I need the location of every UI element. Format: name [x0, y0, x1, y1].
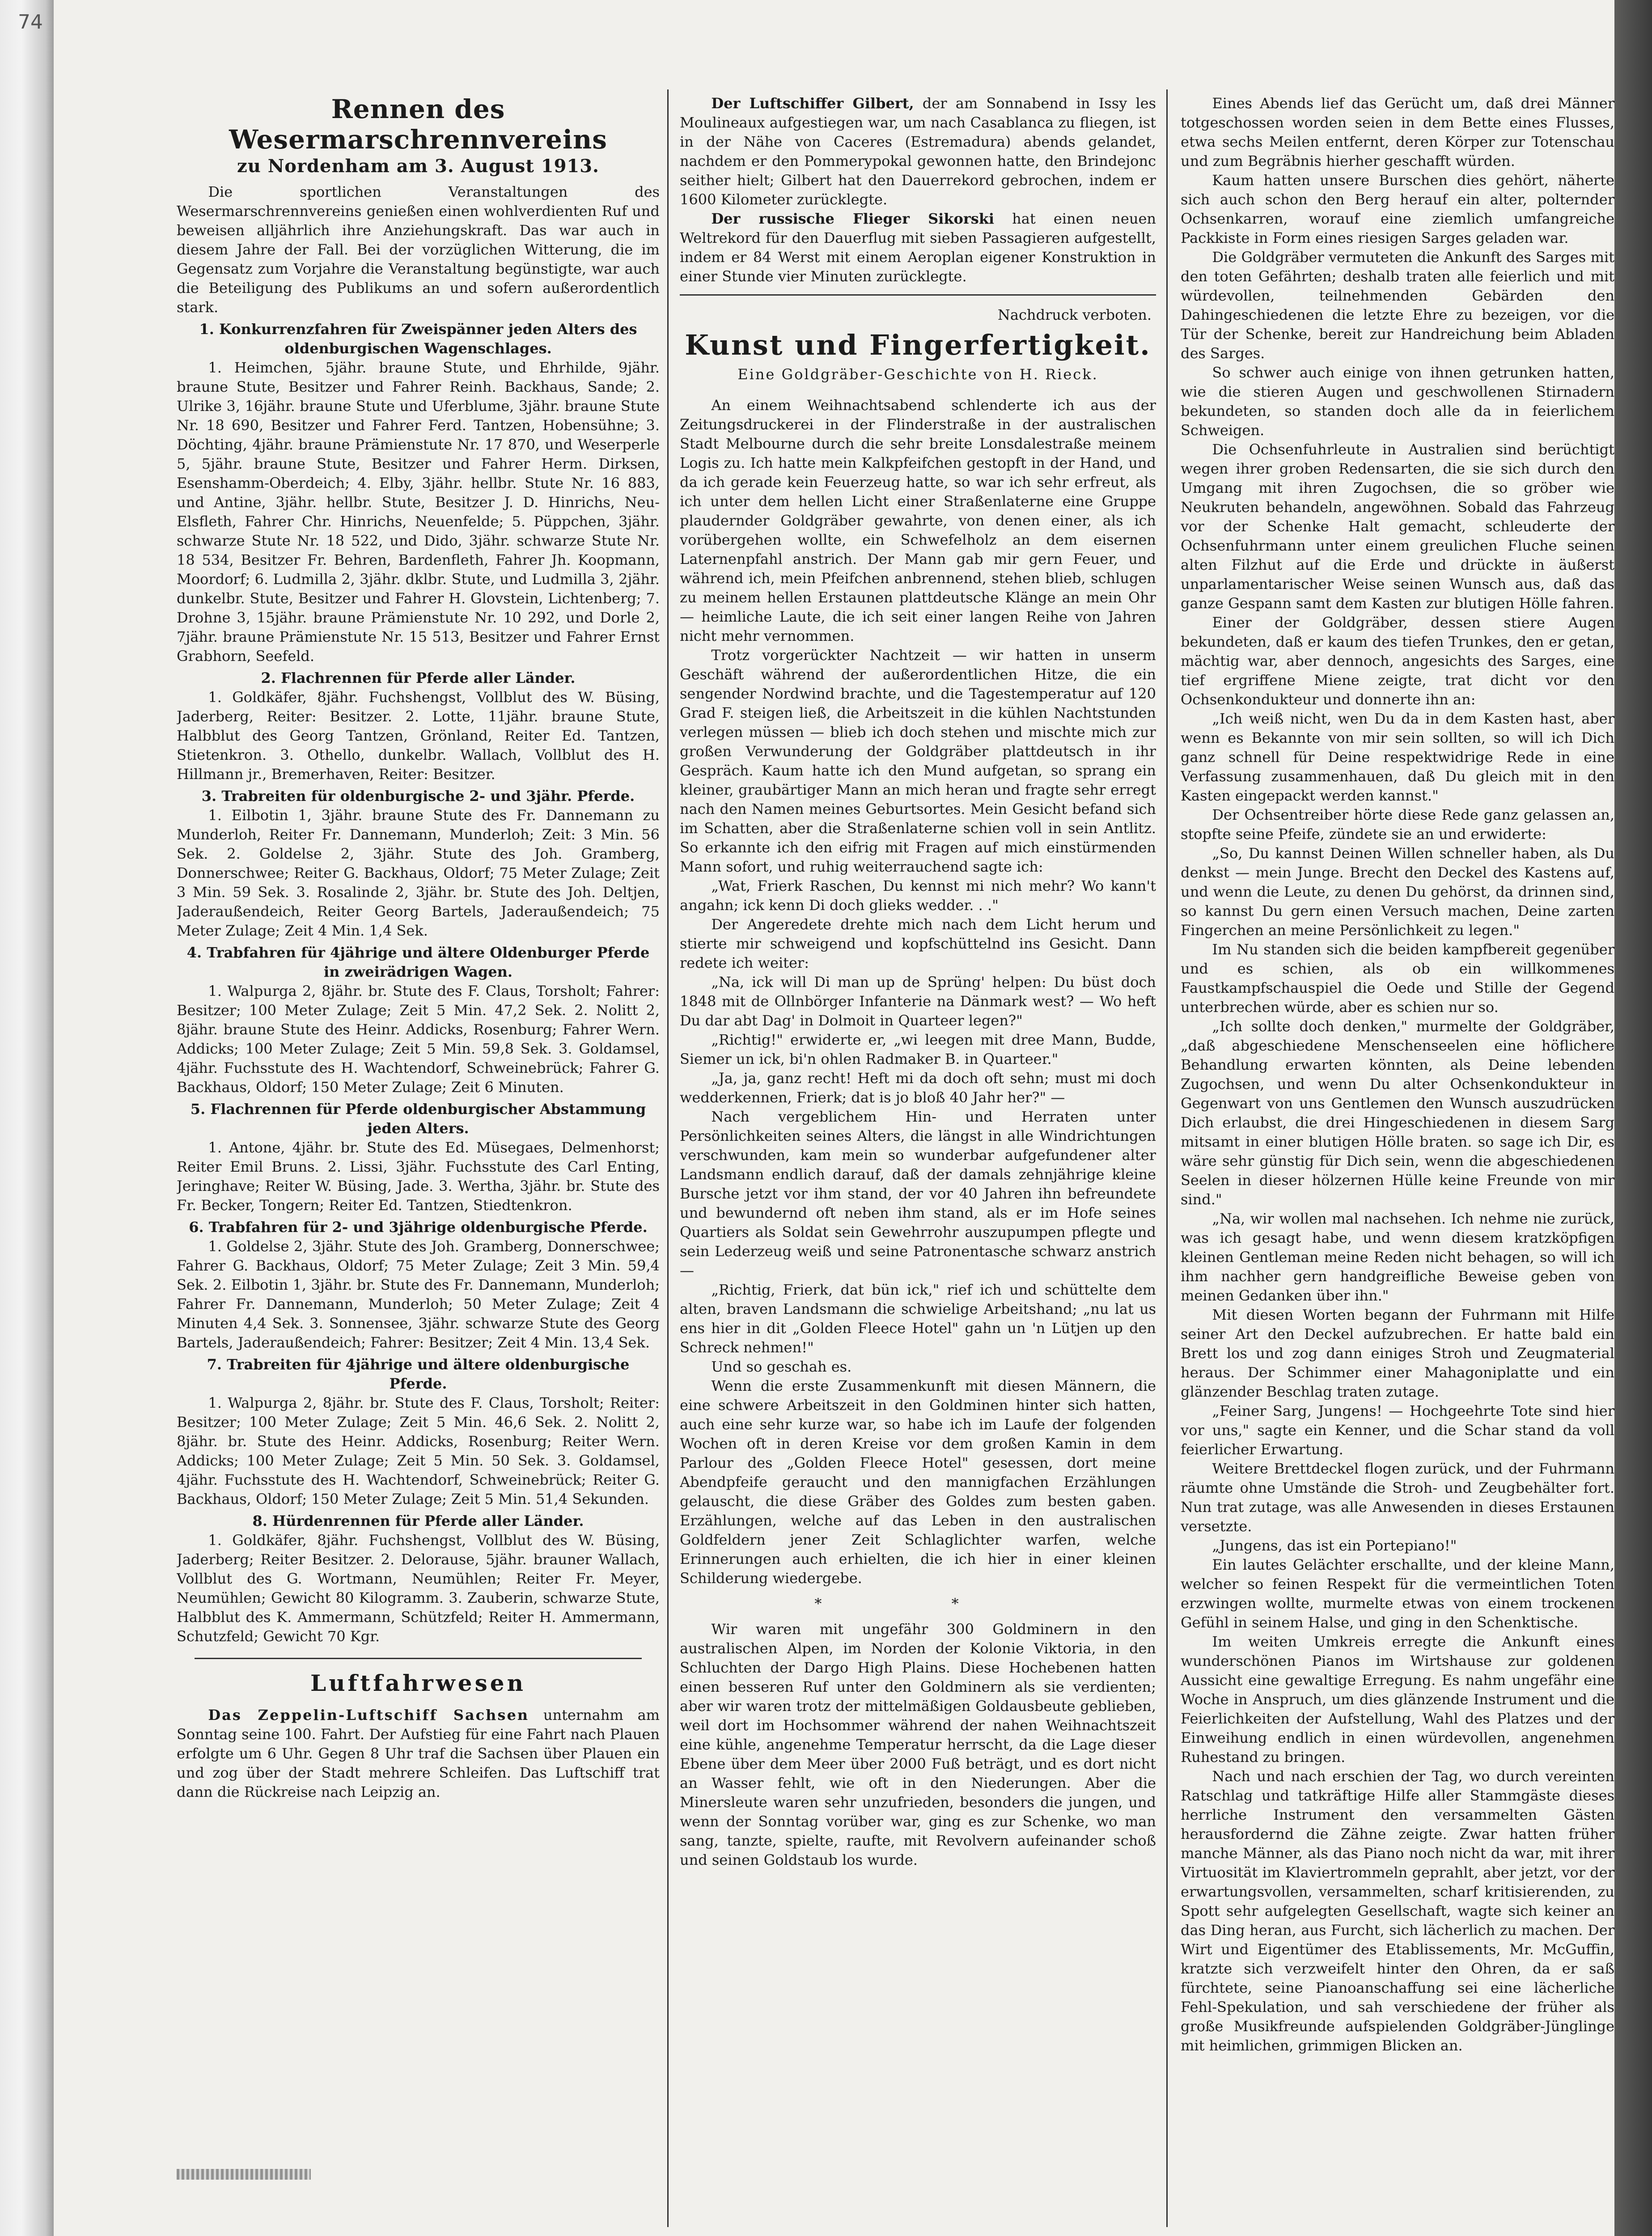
race-result-text: 1. Goldkäfer, 8jähr. Fuchshengst, Vollblut des W. Büsing, Jaderberg, Reiter: Besitzer. 2. Lotte, 11jähr. braune Stute, Halbblut des Georg Tantzen, Grönland, Reiter Ed. Tantzen, Stietenkron. 3. Othello, dunkelbr. Wallach, Vollblut des H. Hillmann jr., Bremerhaven, Reiter: Besitzer.	[177, 689, 660, 783]
column-middle	[680, 94, 1156, 2236]
story-paragraph: Der Ochsentreiber hörte diese Rede ganz gelassen an, stopfte seine Pfeife, zündete sie an und erwiderte:	[1181, 806, 1614, 843]
story-title: Kunst und Fingerfertigkeit.	[685, 329, 1151, 361]
sikorski-lead: Der russische Flieger Sikorski	[711, 210, 995, 227]
story-paragraph: So schwer auch einige von ihnen getrunken hatten, wie die stieren Augen und geschwollenen Stirnadern bekundeten, so standen doch alle da in feierlichem Schweigen.	[1181, 364, 1614, 439]
column-rule	[1166, 89, 1168, 2227]
story-paragraph: „Richtig, Frierk, dat bün ick," rief ich und schüttelte dem alten, braven Landsmann die schwielige Arbeitshand; „nu lat us ens hier in dit „Golden Fleece Hotel" gahn un 'n Lütjen up den Schreck nehmen!"	[680, 1281, 1156, 1356]
story-paragraph: Im Nu standen sich die beiden kampfbereit gegenüber und es schien, als ob ein willkommenes Faustkampfschauspiel die Oede und Stille der Gegend unterbrechen würde, aber es schien nur so.	[1181, 941, 1614, 1016]
sikorski-paragraph	[680, 209, 1156, 286]
column-left	[177, 94, 660, 2236]
story-paragraph: „Feiner Sarg, Jungens! — Hochgeehrte Tote sind hier vor uns," sagte ein Kenner, und die Schar stand da voll feierlicher Erwartung.	[1181, 1402, 1614, 1458]
race-result-text: 1. Antone, 4jähr. br. Stute des Ed. Müsegaes, Delmenhorst; Reiter Emil Bruns. 2. Lissi, 3jähr. Fuchsstute des Carl Enting, Jeringhave; Reiter W. Büsing, Jade. 3. Wertha, 3jähr. br. Stute des Fr. Becker, Tongern; Reiter Ed. Tantzen, Stiedtenkron.	[177, 1139, 660, 1214]
story-paragraph: Einer der Goldgräber, dessen stiere Augen bekundeten, daß er kaum des tiefen Trunkes, den er getan, mächtig war, aber dennoch, angesichts des Sarges, eine tief ergriffene Miene zeigte, trat dicht vor den Ochsenkondukteur und donnerte ihn an:	[1181, 614, 1614, 708]
race-heading: 1. Konkurrenzfahren für Zweispänner jeden Alters des oldenburgischen Wagenschlages.	[199, 321, 637, 357]
sikorski-text: hat einen neuen Weltrekord für den Dauerflug mit sieben Passagieren aufgestellt, indem er 84 Werst mit einem Aeroplan eigener Konstruktion in einer Stunde vier Minuten zurücklegte.	[680, 210, 1156, 285]
race-heading: 4. Trabfahren für 4jährige und ältere Oldenburger Pferde in zweirädrigen Wagen.	[186, 944, 650, 980]
page-number: 74	[18, 11, 43, 34]
race-result-text: 1. Heimchen, 5jähr. braune Stute, und Ehrhilde, 9jähr. braune Stute, Besitzer und Fahrer Reinh. Backhaus, Sande; 2. Ulrike 3, 16jähr. braune Stute und Uferblume, 3jähr. braune Stute Nr. 18 690, Besitzer und Fahrer Ferd. Tantzen, Hobensühne; 3. Döchting, 4jähr. braune Prämienstute Nr. 17 870, und Weserperle 5, 5jähr. braune Stute, Besitzer und Fahrer Herm. Dirksen, Esenshamm-Oberdeich; 4. Elby, 3jähr. hellbr. Stute Nr. 16 883, und Antine, 3jähr. hellbr. Stute, Besitzer J. D. Hinrichs, Neu-Elsfleth, Fahrer Chr. Hinrichs, Neuenfelde; 5. Püppchen, 3jähr. schwarze Stute Nr. 18 522, und Dido, 3jähr. schwarze Stute Nr. 18 534, Besitzer Fr. Behren, Bardenfleth, Fahrer Jh. Koopmann, Moordorf; 6. Ludmilla 2, 3jähr. dklbr. Stute, und Ludmilla 3, 2jähr. dunkelbr. Stute, Besitzer und Fahrer H. Glovstein, Lichtenberg; 7. Drohne 3, 15jähr. braune Prämienstute Nr. 10 292, und Dorle 2, 7jähr. braune Prämienstute Nr. 15 513, Besitzer und Fahrer Ernst Grabhorn, Seefeld.	[177, 359, 660, 665]
article-intro: Die sportlichen Veranstaltungen des Wesermarschrennvereins genießen einen wohlverdienten Ruf und beweisen alljährlich ihre Anziehungskraft. Das war auch in diesem Jahre der Fall. Bei der vorzüglichen Witterung, die im Gegensatz zum Vorjahre die Veranstaltung begünstigte, war auch die Beteiligung des Publikums an und sofern außerordentlich stark.	[177, 183, 660, 316]
gilbert-text: der am Sonnabend in Issy les Moulineaux aufgestiegen war, um nach Casablanca zu fliegen, ist in der Nähe von Caceres (Estremadura) abends gelandet, nachdem er den Pommerypokal gewonnen hatte, den Brindejonc seither hielt; Gilbert hat den Dauerrekord gebrochen, indem er 1600 Kilometer zurücklegte.	[680, 95, 1156, 208]
race-heading: 6. Trabfahren für 2- und 3jährige oldenburgische Pferde.	[189, 1219, 648, 1236]
race-heading: 7. Trabreiten für 4jährige und ältere oldenburgische Pferde.	[207, 1356, 630, 1392]
gilbert-lead: Der Luftschiffer Gilbert,	[711, 95, 914, 112]
race-heading: 3. Trabreiten für oldenburgische 2- und 3jähr. Pferde.	[201, 788, 635, 805]
story-paragraph: „So, Du kannst Deinen Willen schneller haben, als Du denkst — mein Junge. Brecht den Deckel des Kastens auf, und wenn die Leute, zu denen Du gehörst, da drinnen sind, so kannst Du gern einen Versuch machen, Deine zarten Fingerchen an meine Persönlichkeit zu legen."	[1181, 845, 1614, 939]
story-paragraph: Eines Abends lief das Gerücht um, daß drei Männer totgeschossen worden seien in dem Bette eines Flusses, etwa sechs Meilen entfernt, deren Körper zur Totenschau und zum Begräbnis hierher geschafft würden.	[1181, 95, 1614, 169]
story-paragraph: Ein lautes Gelächter erschallte, und der kleine Mann, welcher so feinen Respekt für die vermeintlichen Toten erzwingen wollte, murmelte etwas von einem trockenen Gefühl in seinem Halse, und ging in den Schenktische.	[1181, 1556, 1614, 1631]
story-paragraph: „Ich sollte doch denken," murmelte der Goldgräber, „daß abgeschiedene Menschenseelen eine höflichere Behandlung erwarten könnten, als Deine lebenden Zugochsen, und wenn Du alter Ochsenkondukteur in Gegenwart von uns Gentlemen den Wunsch auszudrücken Dich erlaubst, die drei Hingeschiedenen in diesem Sarg mitsamt in einer blutigen Hölle braten. so sage ich Dir, es wäre sehr günstig für Dich sein, wenn die abgeschiedenen Seelen in dieser hölzernen Hülle keine Freunde von mir sind."	[1181, 1018, 1614, 1208]
story-paragraph: Wenn die erste Zusammenkunft mit diesen Männern, die eine schwere Arbeitszeit in den Goldminen hinter sich hatten, auch eine sehr kurze war, so habe ich im Laufe der folgenden Wochen oft in deren Kreise vor dem großen Kamin in dem Parlour des „Golden Fleece Hotel" gesessen, dort meine Abendpfeife geraucht und den mannigfachen Erzählungen gelauscht, die diese Gräber des Goldes zum besten gaben. Erzählungen, welche auf das Leben in den australischen Goldfeldern jener Zeit Schlaglichter warfen, welche Erinnerungen auch erhielten, die ich hier in einer kleinen Schilderung wiedergebe.	[680, 1377, 1156, 1587]
story-paragraph: Im weiten Umkreis erregte die Ankunft eines wunderschönen Pianos im Wirtshause zur goldenen Aussicht eine gewaltige Erregung. Es nahm ungefähr eine Woche in Anspruch, um dies glänzende Instrument und die Feierlichkeiten der Aufstellung, Wahl des Platzes und der Einweihung endlich in einen würdevollen, angenehmen Ruhestand zu bringen.	[1181, 1633, 1614, 1766]
library-stamp	[177, 2169, 311, 2180]
story-paragraph: Mit diesen Worten begann der Fuhrmann mit Hilfe seiner Art den Deckel aufzubrechen. Er hatte bald ein Brett los und zog dann einiges Stroh und Zeugmaterial heraus. Der Schimmer einer Mahagoniplatte und ein glänzender Beschlag traten zutage.	[1181, 1306, 1614, 1400]
zeppelin-lead: Das Zeppelin-Luftschiff Sachsen	[208, 1707, 529, 1724]
race-result-text: 1. Goldelse 2, 3jähr. Stute des Joh. Gramberg, Donnerschwee; Fahrer G. Backhaus, Oldorf; 75 Meter Zulage; Zeit 3 Min. 59,4 Sek. 2. Eilbotin 1, 3jähr. br. Stute des Fr. Dannemann, Munderloh; Fahrer Fr. Dannemann, Munderloh; 50 Meter Zulage; Zeit 4 Minuten 4,4 Sek. 3. Sonnensee, 3jähr. schwarze Stute des Georg Bartels, Jaderaußendeich; Fahrer: Besitzer; Zeit 4 Min. 13,4 Sek.	[177, 1238, 660, 1351]
race-result-text: 1. Goldkäfer, 8jähr. Fuchshengst, Vollblut des W. Büsing, Jaderberg; Reiter Besitzer. 2. Delorause, 5jähr. brauner Wallach, Vollblut des G. Wortmann, Neumühlen; Reiter Fr. Meyer, Neumühlen; Gewicht 80 Kilogramm. 3. Zauberin, schwarze Stute, Halbblut des K. Ammermann, Schützfeld; Reiter H. Ammermann, Schutzfeld; Gewicht 70 Kgr.	[177, 1532, 660, 1645]
story-paragraph: „Wat, Frierk Raschen, Du kennst mi nich mehr? Wo kann't angahn; ick kenn Di doch glieks wedder. . ."	[680, 877, 1156, 914]
story-body	[680, 396, 1156, 1588]
column-right	[1181, 94, 1614, 2236]
section-divider	[195, 1658, 642, 1659]
story-paragraph: „Na, ick will Di man up de Sprüng' helpen: Du büst doch 1848 mit de Ollnbörger Infanterie na Dänmark west? — Wo heft Du dar abt Dag' in Dolmoit in Quarteer legen?"	[680, 974, 1156, 1029]
story-paragraph: „Richtig!" erwiderte er, „wi leegen mit dree Mann, Budde, Siemer un ick, bi'n ohlen Radmaker B. in Quarteer."	[680, 1031, 1156, 1067]
story-paragraph: Der Angeredete drehte mich nach dem Licht herum und stierte mir schweigend und kopfschüttelnd ins Gesicht. Dann redete ich weiter:	[680, 916, 1156, 971]
story-byline: Eine Goldgräber-Geschichte von H. Rieck.	[737, 366, 1098, 383]
story-paragraph: „Na, wir wollen mal nachsehen. Ich nehme nie zurück, was ich gesagt habe, und wenn diesem kratzköpfigen kleinen Gentleman meine Reden nicht behagen, so will ich ihm nachher gern handgreifliche Beweise geben von meinen Gedanken über ihn."	[1181, 1210, 1614, 1304]
column-rule	[667, 89, 669, 2227]
story-paragraph: Die Goldgräber vermuteten die Ankunft des Sarges mit den toten Gefährten; deshalb traten alle feierlich und mit würdevollen, teilnehmenden Gebärden den Dahingeschiedenen die letzte Ehre zu bezeigen, vor die Tür der Schenke, bereit zur Handreichung beim Abladen des Sarges.	[1181, 249, 1614, 362]
page-shadow-edge	[1614, 0, 1652, 2236]
section-heading: Luftfahrwesen	[310, 1670, 526, 1696]
zeppelin-paragraph	[177, 1706, 660, 1802]
story-paragraph: Weitere Brettdeckel flogen zurück, und der Fuhrmann räumte ohne Umstände die Stroh- und Zeugbehälter fort. Nun trat zutage, was alle Anwesenden in dieses Erstaunen versetzte.	[1181, 1460, 1614, 1535]
race-result-text: 1. Eilbotin 1, 3jähr. braune Stute des Fr. Dannemann zu Munderloh, Reiter Fr. Dannemann, Munderloh; Zeit: 3 Min. 56 Sek. 2. Goldelse 2, 3jähr. Stute des Joh. Gramberg, Donnerschwee; Reiter G. Backhaus, Oldorf; 75 Meter Zulage; Zeit 3 Min. 59 Sek. 3. Rosalinde 2, 3jähr. br. Stute des Joh. Deltjen, Jaderaußendeich, Reiter Georg Bartels, Jaderaußendeich; 75 Meter Zulage; Zeit 4 Min. 1,4 Sek.	[177, 807, 660, 939]
story-paragraph: Und so geschah es.	[711, 1358, 852, 1375]
story-continuation	[1181, 94, 1614, 2055]
article-subtitle: zu Nordenham am 3. August 1913.	[237, 156, 599, 177]
gilbert-paragraph	[680, 94, 1156, 209]
reprint-note: Nachdruck verboten.	[997, 306, 1152, 323]
section-break-stars: * *	[814, 1595, 1021, 1612]
story-paragraph: Kaum hatten unsere Burschen dies gehört, näherte sich auch schon den Berg herauf ein alter, polternder Ochsenkarren, worauf eine ziemlich umfangreiche Packkiste in Form eines riesigen Sarges geladen war.	[1181, 172, 1614, 246]
article-title: Rennen des Wesermarschrennvereins	[229, 94, 607, 155]
story-paragraph: An einem Weihnachtsabend schlenderte ich aus der Zeitungsdruckerei in der Flinderstraße in der australischen Stadt Melbourne durch die sehr breite Lonsdalestraße meinem Logis zu. Ich hatte mein Kalkpfeifchen gestopft in der Hand, und da ich gerade kein Feuerzeug hatte, so war ich sehr erfreut, als ich unter dem hellen Licht einer Straßenlaterne eine Gruppe plaudernder Goldgräber gewahrte, von denen einer, als ich vorübergehen wollte, ein Schwefelholz an dem eisernen Laternenpfahl anstrich. Der Mann gab mir gern Feuer, und während ich, mein Pfeifchen anbrennend, stehen blieb, schlugen zu meinem hellen Erstaunen plattdeutsche Klänge an mein Ohr — heimliche Laute, die ich seit einer langen Reihe von Jahren nicht mehr vernommen.	[680, 397, 1156, 644]
race-result-text: 1. Walpurga 2, 8jähr. br. Stute des F. Claus, Torsholt; Reiter: Besitzer; 100 Meter Zulage; Zeit 5 Min. 46,6 Sek. 2. Nolitt 2, 8jähr. br. Stute des Heinr. Addicks, Rosenburg; Reiter Wern. Addicks; 100 Meter Zulage; Zeit 5 Min. 50 Sek. 3. Goldamsel, 4jähr. Fuchsstute des H. Wachtendorf, Schweinebrück; Reiter G. Backhaus, Oldorf; 150 Meter Zulage; Zeit 5 Min. 51,4 Sekunden.	[177, 1394, 660, 1508]
race-heading: 2. Flachrennen für Pferde aller Länder.	[261, 669, 576, 686]
story-paragraph: Nach vergeblichem Hin- und Herraten unter Persönlichkeiten seines Alters, die längst in alle Windrichtungen verschwunden, kam mein so wunderbar aufgefundener alter Landsmann endlich darauf, daß der damals zehnjährige kleine Bursche jetzt vor ihm stand, der vor 40 Jahren ihn befreundete und bewundernd oft neben ihm stand, als er im Hofe seines Quartiers als Soldat sein Gewehrrohr auszupumpen pflegte und sein Lederzeug weiß und seine Patronentasche schwarz anstrich —	[680, 1108, 1156, 1279]
race-result-text: 1. Walpurga 2, 8jähr. br. Stute des F. Claus, Torsholt; Fahrer: Besitzer; 100 Meter Zulage; Zeit 5 Min. 47,2 Sek. 2. Nolitt 2, 8jähr. braune Stute des Heinr. Addicks, Rosenburg; Fahrer Wern. Addicks; 100 Meter Zulage; Zeit 5 Min. 59,8 Sek. 3. Goldamsel, 4jähr. Fuchsstute des H. Wachtendorf, Schweinebrück; Fahrer G. Backhaus, Oldorf; 150 Meter Zulage; Zeit 6 Minuten.	[177, 982, 660, 1096]
story-paragraph: „Jungens, das ist ein Portepiano!"	[1212, 1537, 1457, 1554]
zeppelin-text: unternahm am Sonntag seine 100. Fahrt. Der Aufstieg für eine Fahrt nach Plauen erfolgte um 6 Uhr. Gegen 8 Uhr traf die Sachsen über Plauen ein und zog über der Stadt mehrere Schleifen. Das Luftschiff trat dann die Rückreise nach Leipzig an.	[177, 1707, 660, 1800]
section-divider	[680, 294, 1156, 296]
story-paragraph: Die Ochsenfuhrleute in Australien sind berüchtigt wegen ihrer groben Redensarten, die sie sich durch den Umgang mit ihren Zugochsen, die so gröber wie Neukruten behandeln, angewöhnen. Sobald das Fahrzeug vor der Schenke Halt gemacht, schleuderte der Ochsenfuhrmann unter einem greulichen Fluche seinen alten Filzhut auf die Erde und drückte in äußerst unparlamentarischer Weise seinen Wunsch aus, daß das ganze Gespann samt dem Kasten zur blutigen Hölle fahren.	[1181, 441, 1614, 612]
race-heading: 5. Flachrennen für Pferde oldenburgischer Abstammung jeden Alters.	[190, 1101, 646, 1137]
story-paragraph: „Ich weiß nicht, wen Du da in dem Kasten hast, aber wenn es Bekannte von mir sein sollten, so will ich Dich ganz schnell für Deine respektwidrige Rede in eine Verfassung zusammenhauen, daß Du gleich mit in den Kasten eingepackt werden kannst."	[1181, 710, 1614, 804]
story-paragraph: Wir waren mit ungefähr 300 Goldminern in den australischen Alpen, im Norden der Kolonie Viktoria, in den Schluchten der Dargo High Plains. Diese Hochebenen hatten einen besseren Ruf unter den Goldminern als sie verdienten; aber wir waren trotz der mittelmäßigen Goldausbeute geblieben, weil dort im Hochsommer während der nahen Weihnachtszeit eine kühle, angenehme Temperatur herrscht, da die Lage dieser Ebene über dem Meer über 2000 Fuß beträgt, und es dort nicht an Wasser fehlt, wie oft in den Niederungen. Aber die Minersleute waren sehr unzufrieden, besonders die jungen, und wenn der Sonntag vorüber war, ging es zur Schenke, wo man sang, tanzte, spielte, raufte, mit Revolvern aufeinander schoß und seinen Goldstaub los wurde.	[680, 1621, 1156, 1868]
race-results	[177, 320, 660, 1646]
race-heading: 8. Hürdenrennen für Pferde aller Länder.	[252, 1512, 584, 1529]
story-paragraph: Nach und nach erschien der Tag, wo durch vereinten Ratschlag und tatkräftige Hilfe aller Stammgäste dieses herrliche Instrument den versammelten Gästen herausfordernd die Zähne zeigte. Zwar hatten früher manche Männer, als das Piano noch nicht da war, mit ihrer Virtuosität im Klaviertrommeln geprahlt, aber jetzt, vor der erwartungsvollen, versammelten, scharf kritisierenden, zu Spott sehr aufgelegten Gesellschaft, wagte sich keiner an das Ding heran, aus Furcht, sich lächerlich zu machen. Der Wirt und Eigentümer des Etablissements, Mr. McGuffin, kratzte sich verzweifelt hinter den Ohren, da er saß fürchtete, seine Pianoanschaffung sei eine lächerliche Fehl-Spekulation, und sah verschiedene der früher als große Musikfreunde aufspielenden Goldgräber-Jünglinge mit heimlichen, grimmigen Blicken an.	[1181, 1768, 1614, 2054]
story-paragraph: Trotz vorgerückter Nachtzeit — wir hatten in unserm Geschäft während der außerordentlichen Hitze, die ein sengender Nordwind brachte, und die Tagestemperatur auf 120 Grad F. steigen ließ, die Arbeitszeit in die kühlen Nachtstunden verlegen müssen — blieb ich doch stehen und mischte mich zur großen Verwunderung der Goldgräber plattdeutsch in ihr Gespräch. Kaum hatte ich den Mund aufgetan, so sprang ein kleiner, graubärtiger Mann an mich heran und fragte sehr erregt nach den Namen meines Geburtsortes. Mein Gesicht befand sich im Schatten, aber die Straßenlaterne schien voll in sein Antlitz. So erkannte ich den eifrig mit Fragen auf mich einstürmenden Mann sofort, und ruhig weiterrauchend sagte ich:	[680, 647, 1156, 875]
story-paragraph: „Ja, ja, ganz recht! Heft mi da doch oft sehn; must mi doch wedderkennen, Frierk; dat is jo bloß 40 Jahr her?" —	[680, 1070, 1156, 1106]
book-binding-edge	[0, 0, 54, 2236]
